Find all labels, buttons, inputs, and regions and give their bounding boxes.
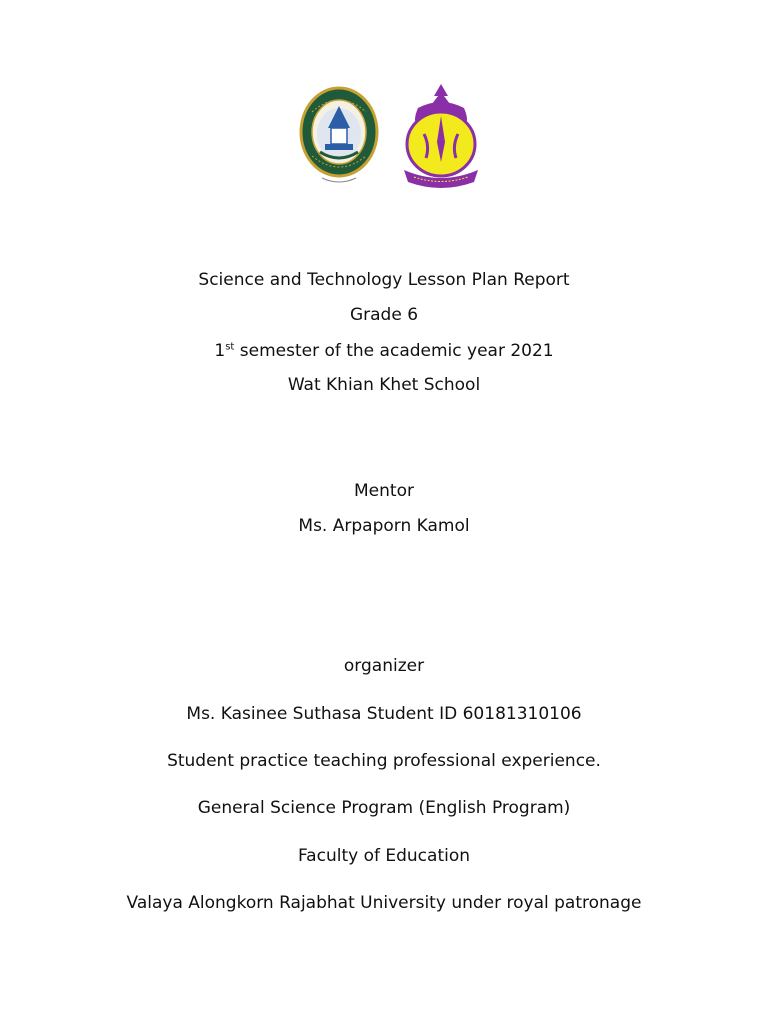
program-line: General Science Program (English Program) xyxy=(197,798,571,818)
mentor-label: Mentor xyxy=(354,481,414,501)
school-emblem-icon xyxy=(400,82,482,190)
organizer-label: organizer xyxy=(343,656,425,676)
semester-text: semester of the academic year 2021 xyxy=(234,341,554,361)
report-title: Science and Technology Lesson Plan Report xyxy=(198,270,570,290)
faculty-line: Faculty of Education xyxy=(297,846,471,866)
university-line: Valaya Alongkorn Rajabhat University under royal patronage xyxy=(126,893,642,913)
logo-row xyxy=(0,82,768,192)
mentor-name: Ms. Arpaporn Kamol xyxy=(298,516,470,536)
university-seal-icon xyxy=(298,82,380,188)
student-info: Ms. Kasinee Suthasa Student ID 60181310106 xyxy=(186,704,582,724)
semester-line xyxy=(0,340,768,362)
grade-label: Grade 6 xyxy=(349,305,419,325)
semester-suffix: st xyxy=(225,341,235,353)
school-name: Wat Khian Khet School xyxy=(287,375,481,395)
experience-line: Student practice teaching professional experience. xyxy=(167,751,601,771)
semester-number: 1 xyxy=(214,341,226,361)
